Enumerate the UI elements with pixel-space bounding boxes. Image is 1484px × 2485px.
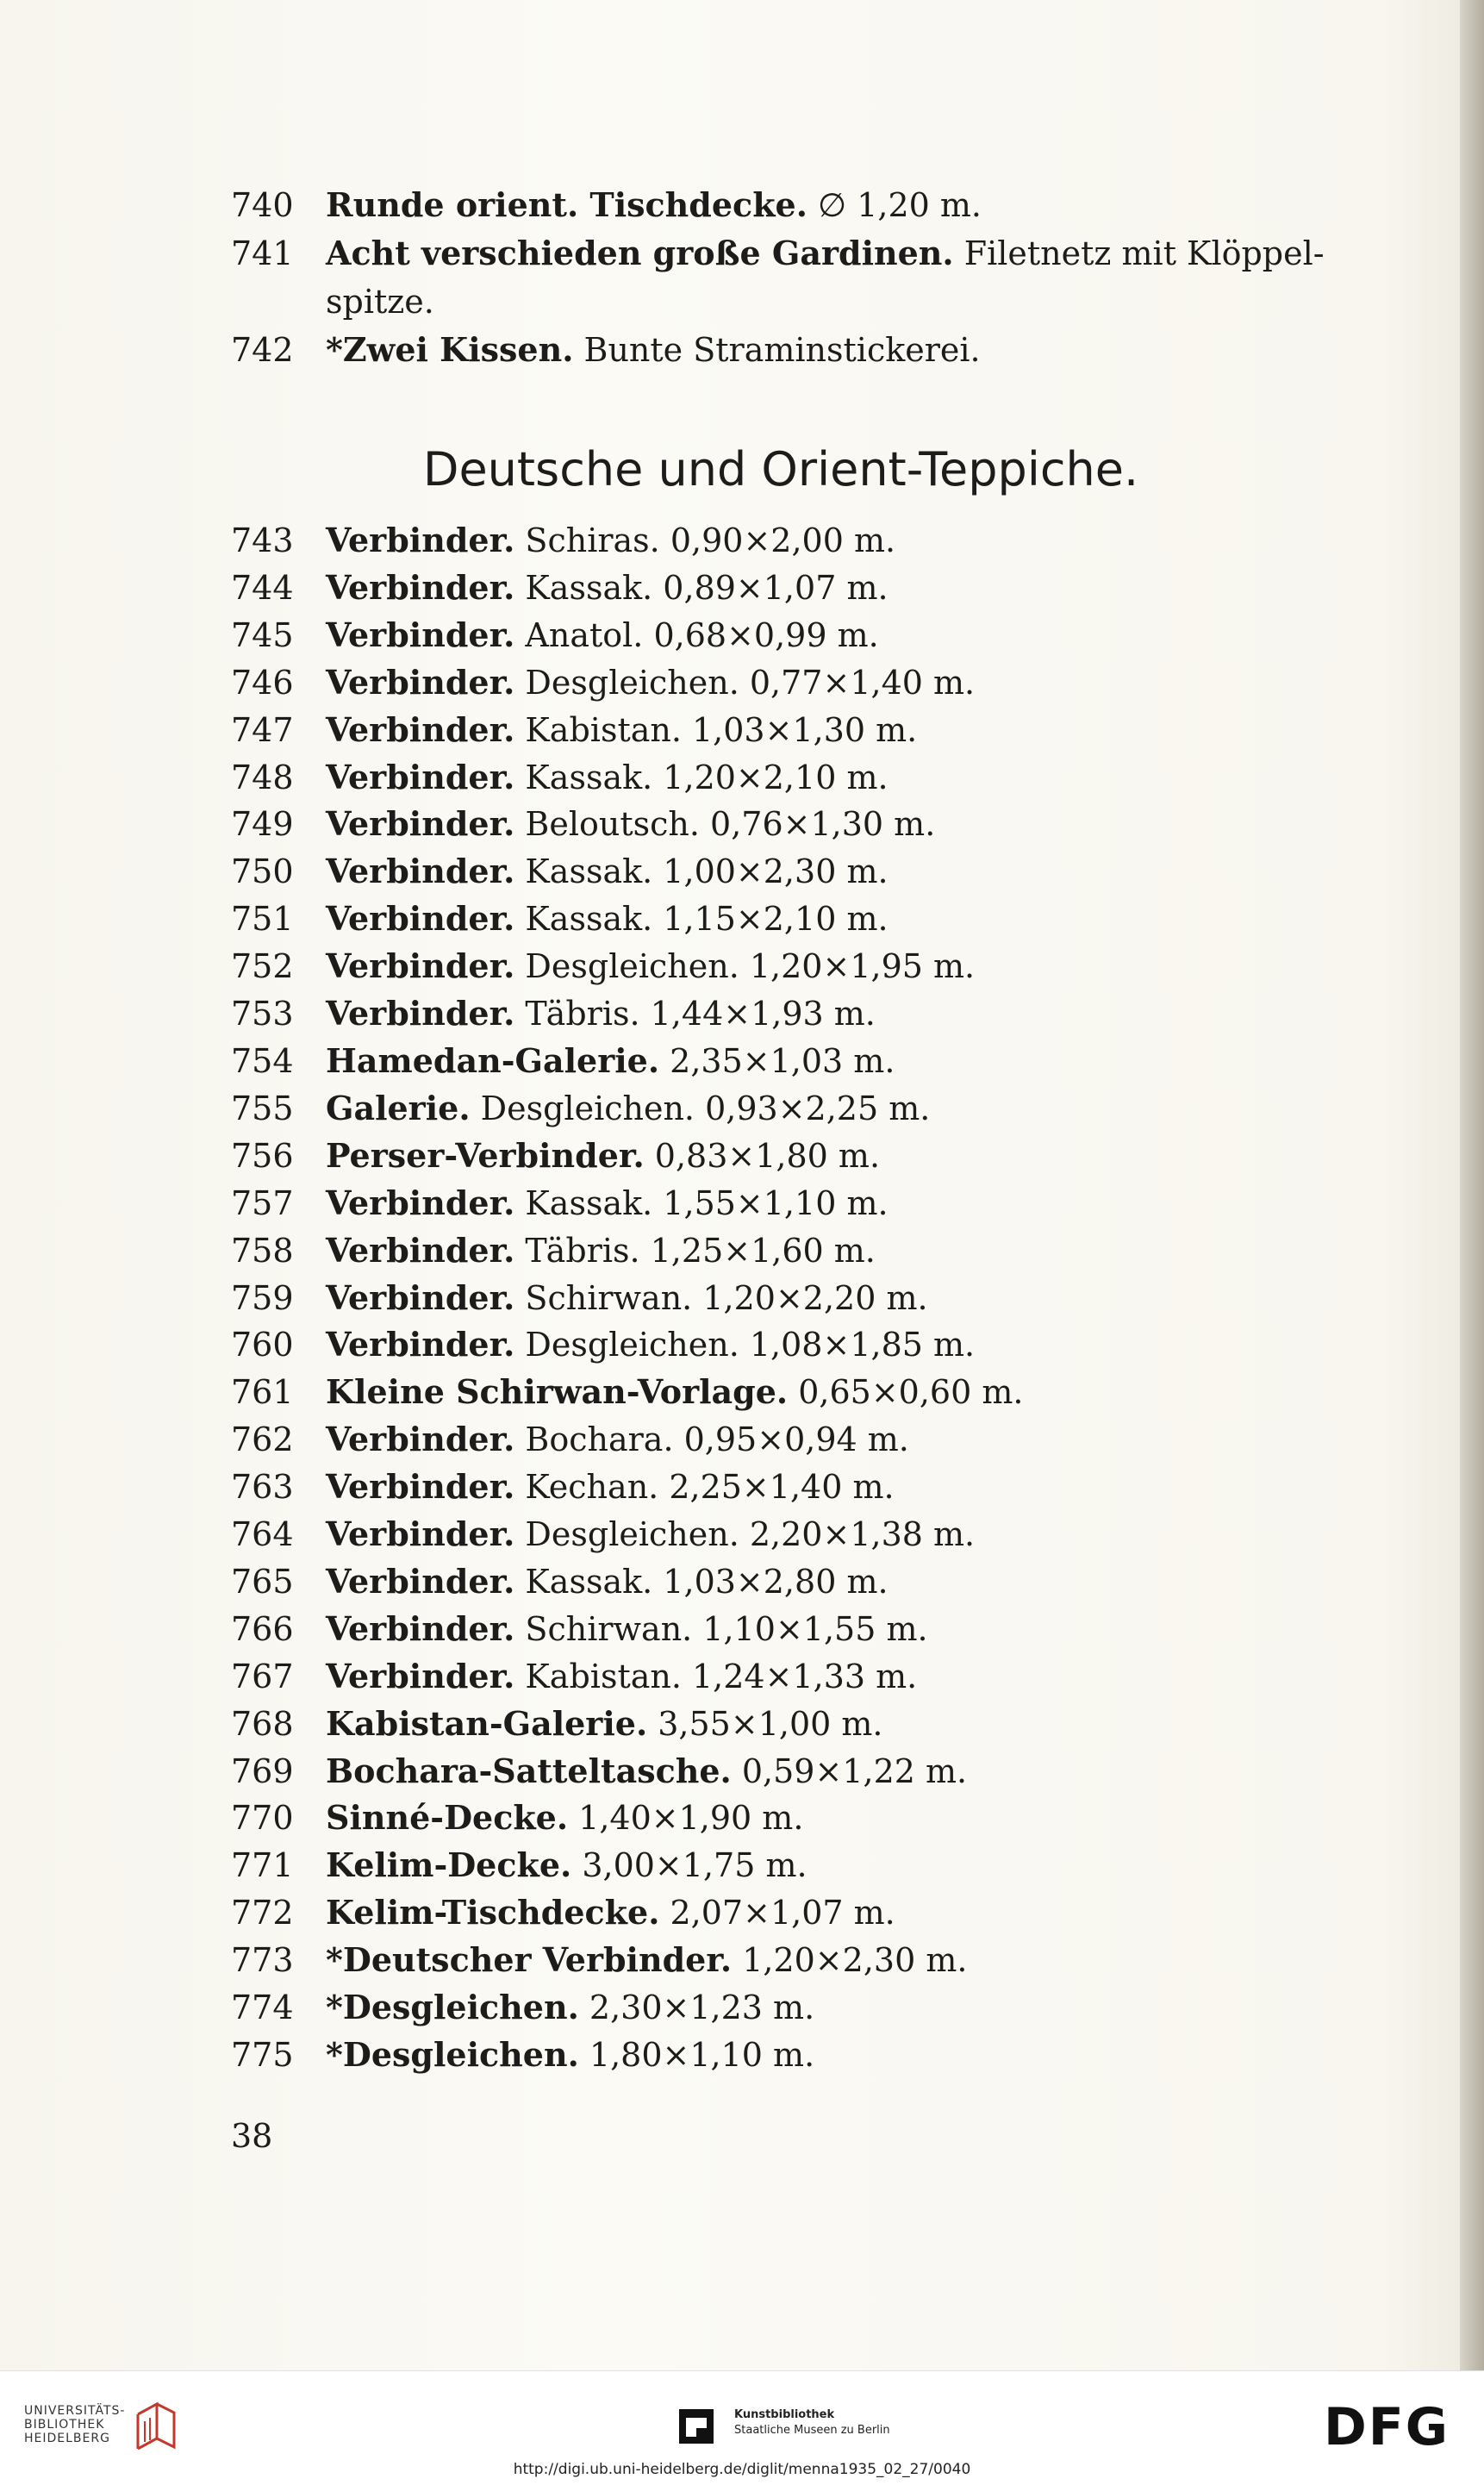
list-item [231, 707, 1394, 754]
lot-title: Kelim-Tischdecke. [326, 1893, 660, 1932]
lot-number: 769 [231, 1751, 294, 1790]
lot-title: Galerie. [326, 1088, 471, 1127]
lot-title: *Desgleichen. [326, 2035, 579, 2074]
list-item [231, 1701, 1394, 1748]
lot-number: 753 [231, 995, 294, 1033]
lot-number: 756 [231, 1136, 294, 1175]
lot-title: Kleine Schirwan-Vorlage. [326, 1372, 789, 1412]
list-item [231, 1321, 1394, 1369]
list-item [231, 1889, 1394, 1937]
permalink-url[interactable]: http://digi.ub.uni-heidelberg.de/diglit/menna1935_02_27/0040 [513, 2461, 971, 2478]
list-item [231, 1606, 1394, 1653]
lot-number: 761 [231, 1373, 294, 1412]
lot-description: Kechan. 2,25×1,40 m. [514, 1468, 895, 1507]
list-item [231, 1038, 1394, 1085]
lot-description: 3,00×1,75 m. [571, 1846, 807, 1885]
lot-title: Verbinder. [326, 615, 515, 654]
lot-number: 747 [231, 710, 294, 749]
lot-title: Acht verschieden große Gardinen. [326, 234, 954, 272]
list-item [231, 1984, 1394, 2032]
lot-number: 774 [231, 1989, 294, 2027]
lot-description: 0,65×0,60 m. [788, 1373, 1024, 1412]
lot-number: 741 [231, 234, 294, 272]
lot-description: Desgleichen. 0,77×1,40 m. [514, 663, 976, 702]
lot-description: Kassak. 1,00×2,30 m. [514, 852, 889, 891]
lot-description: Schirwan. 1,10×1,55 m. [514, 1609, 928, 1648]
lot-title: Verbinder. [326, 709, 515, 749]
lot-title: Verbinder. [326, 521, 515, 559]
lot-number: 740 [231, 186, 294, 224]
lot-title: *Desgleichen. [326, 1988, 579, 2027]
lot-number: 763 [231, 1468, 294, 1507]
lot-description: Anatol. 0,68×0,99 m. [514, 615, 879, 654]
lot-description: Kassak. 1,15×2,10 m. [514, 900, 889, 939]
lot-description: Schiras. 0,90×2,00 m. [514, 521, 896, 559]
lot-description: ∅ 1,20 m. [807, 186, 982, 224]
list-item [231, 612, 1394, 659]
lot-title: Verbinder. [326, 899, 515, 939]
list-item [231, 1842, 1394, 1889]
lot-description: 1,20×2,30 m. [732, 1941, 968, 1980]
lot-description: Desgleichen. 2,20×1,38 m. [514, 1515, 976, 1554]
list-item [231, 1937, 1394, 1984]
lot-title: Verbinder. [326, 1420, 515, 1459]
list-item [231, 517, 1394, 565]
list-item [231, 943, 1394, 990]
uni-line-3: HEIDELBERG [24, 2432, 110, 2445]
lot-title: Bochara-Satteltasche. [326, 1751, 732, 1790]
lot-number: 750 [231, 852, 294, 891]
list-item [231, 1085, 1394, 1133]
lot-description: 0,59×1,22 m. [731, 1751, 968, 1790]
list-item [231, 1180, 1394, 1227]
list-item [231, 659, 1394, 707]
lot-number: 757 [231, 1183, 294, 1222]
lot-number: 768 [231, 1704, 294, 1743]
kb-line-1: Kunstbibliothek [734, 2408, 835, 2421]
lot-title: Runde orient. Tischdecke. [326, 185, 807, 224]
lot-number: 759 [231, 1278, 294, 1317]
lot-description: 1,80×1,10 m. [578, 2036, 815, 2074]
lot-number: 771 [231, 1846, 294, 1885]
lot-title: Verbinder. [326, 662, 515, 702]
footer-bar [0, 2370, 1484, 2485]
list-item [231, 2032, 1394, 2079]
list-item [231, 1511, 1394, 1558]
lot-title: *Zwei Kissen. [326, 330, 574, 369]
lot-title: Verbinder. [326, 1656, 515, 1695]
section-heading-text: Deutsche und Orient-Teppiche. [422, 442, 1139, 496]
lot-title: Verbinder. [326, 1230, 515, 1270]
section-heading [0, 435, 1484, 504]
lot-number: 745 [231, 615, 294, 654]
lot-number: 755 [231, 1089, 294, 1127]
lot-title: Verbinder. [326, 994, 515, 1033]
lot-description: 3,55×1,00 m. [647, 1704, 883, 1743]
list-item [231, 1133, 1394, 1180]
lot-title: Verbinder. [326, 1325, 515, 1364]
lot-number: 773 [231, 1941, 294, 1980]
lot-description: Täbris. 1,25×1,60 m. [514, 1231, 876, 1270]
lot-number: 744 [231, 568, 294, 607]
lot-description: Kassak. 1,20×2,10 m. [514, 758, 889, 796]
list-item [231, 1275, 1394, 1322]
lot-description: Täbris. 1,44×1,93 m. [514, 995, 876, 1033]
list-item [231, 754, 1394, 802]
lot-number: 760 [231, 1326, 294, 1364]
lot-description: Bochara. 0,95×0,94 m. [514, 1420, 909, 1459]
lot-title: Verbinder. [326, 1608, 515, 1648]
list-item [231, 229, 1394, 278]
list-item [231, 181, 1394, 229]
lot-number: 765 [231, 1562, 294, 1601]
top-entries [231, 181, 1394, 374]
lot-title: Kabistan-Galerie. [326, 1703, 648, 1743]
list-item [231, 1653, 1394, 1701]
lot-description: Desgleichen. 1,08×1,85 m. [514, 1326, 976, 1364]
kb-line-2: Staatliche Museen zu Berlin [734, 2424, 890, 2437]
list-item [231, 1416, 1394, 1464]
lot-title: Hamedan-Galerie. [326, 1040, 660, 1080]
uni-line-2: BIBLIOTHEK [24, 2418, 105, 2432]
list-item [231, 801, 1394, 848]
list-item [231, 896, 1394, 943]
lot-description: Kassak. 1,03×2,80 m. [514, 1562, 889, 1601]
list-item [231, 1748, 1394, 1795]
lot-title: Verbinder. [326, 1183, 515, 1222]
lot-title: *Deutscher Verbinder. [326, 1940, 733, 1980]
lot-title: Verbinder. [326, 1467, 515, 1507]
lot-description: Schirwan. 1,20×2,20 m. [514, 1278, 928, 1317]
lot-description: 2,30×1,23 m. [578, 1989, 815, 2027]
lot-number: 751 [231, 900, 294, 939]
lot-number: 754 [231, 1041, 294, 1080]
lot-description: Kabistan. 1,24×1,33 m. [514, 1657, 918, 1695]
lot-description-continued: spitze. [326, 283, 434, 321]
list-item [231, 565, 1394, 612]
list-item [231, 1795, 1394, 1842]
lot-number: 746 [231, 663, 294, 702]
list-item-continuation [231, 278, 1394, 326]
lot-description: Desgleichen. 0,93×2,25 m. [470, 1089, 931, 1127]
uni-line-1: UNIVERSITÄTS- [24, 2404, 126, 2418]
lot-number: 762 [231, 1420, 294, 1459]
lot-title: Verbinder. [326, 804, 515, 844]
lot-title: Verbinder. [326, 946, 515, 986]
lot-number: 770 [231, 1799, 294, 1838]
list-item [231, 326, 1394, 374]
dfg-logo: DFG [1324, 2397, 1450, 2457]
lot-number: 748 [231, 758, 294, 796]
lot-number: 749 [231, 805, 294, 844]
list-item [231, 1369, 1394, 1416]
kunstbibliothek-label [734, 2407, 890, 2438]
list-item [231, 1227, 1394, 1275]
page-spine-shadow [1460, 0, 1484, 2370]
page-number: 38 [231, 2117, 273, 2155]
lot-number: 764 [231, 1515, 294, 1554]
lot-description: Desgleichen. 1,20×1,95 m. [514, 947, 976, 986]
lot-number: 766 [231, 1609, 294, 1648]
lot-number: 743 [231, 521, 294, 559]
list-item [231, 1464, 1394, 1511]
lot-description: Kabistan. 1,03×1,30 m. [514, 710, 918, 749]
lot-number: 742 [231, 331, 294, 369]
lot-title: Verbinder. [326, 757, 515, 796]
lot-title: Sinné-Decke. [326, 1798, 569, 1838]
lot-description: Kassak. 1,55×1,10 m. [514, 1183, 889, 1222]
lot-title: Verbinder. [326, 1277, 515, 1317]
lot-description: 2,07×1,07 m. [659, 1894, 895, 1932]
lot-title: Kelim-Decke. [326, 1845, 572, 1885]
lot-title: Verbinder. [326, 1514, 515, 1554]
lot-number: 775 [231, 2036, 294, 2074]
lot-description: Beloutsch. 0,76×1,30 m. [514, 805, 936, 844]
university-logo-icon [131, 2397, 181, 2454]
lot-number: 752 [231, 947, 294, 986]
lot-title: Perser-Verbinder. [326, 1135, 645, 1175]
lot-number: 758 [231, 1231, 294, 1270]
lot-description: 1,40×1,90 m. [568, 1799, 804, 1838]
lot-number: 772 [231, 1894, 294, 1932]
university-library-label [24, 2404, 125, 2445]
kunstbibliothek-logo-icon [677, 2407, 715, 2445]
list-item [231, 848, 1394, 896]
lot-title: Verbinder. [326, 852, 515, 891]
lot-description: 2,35×1,03 m. [659, 1041, 895, 1080]
lot-title: Verbinder. [326, 1561, 515, 1601]
carpet-list [231, 517, 1394, 2079]
lot-description: Kassak. 0,89×1,07 m. [514, 568, 889, 607]
lot-number: 767 [231, 1657, 294, 1695]
lot-description: Bunte Straminstickerei. [573, 331, 981, 369]
lot-description: Filetnetz mit Klöppel- [953, 234, 1325, 272]
list-item [231, 1558, 1394, 1606]
lot-title: Verbinder. [326, 567, 515, 607]
list-item [231, 990, 1394, 1038]
lot-description: 0,83×1,80 m. [644, 1136, 881, 1175]
